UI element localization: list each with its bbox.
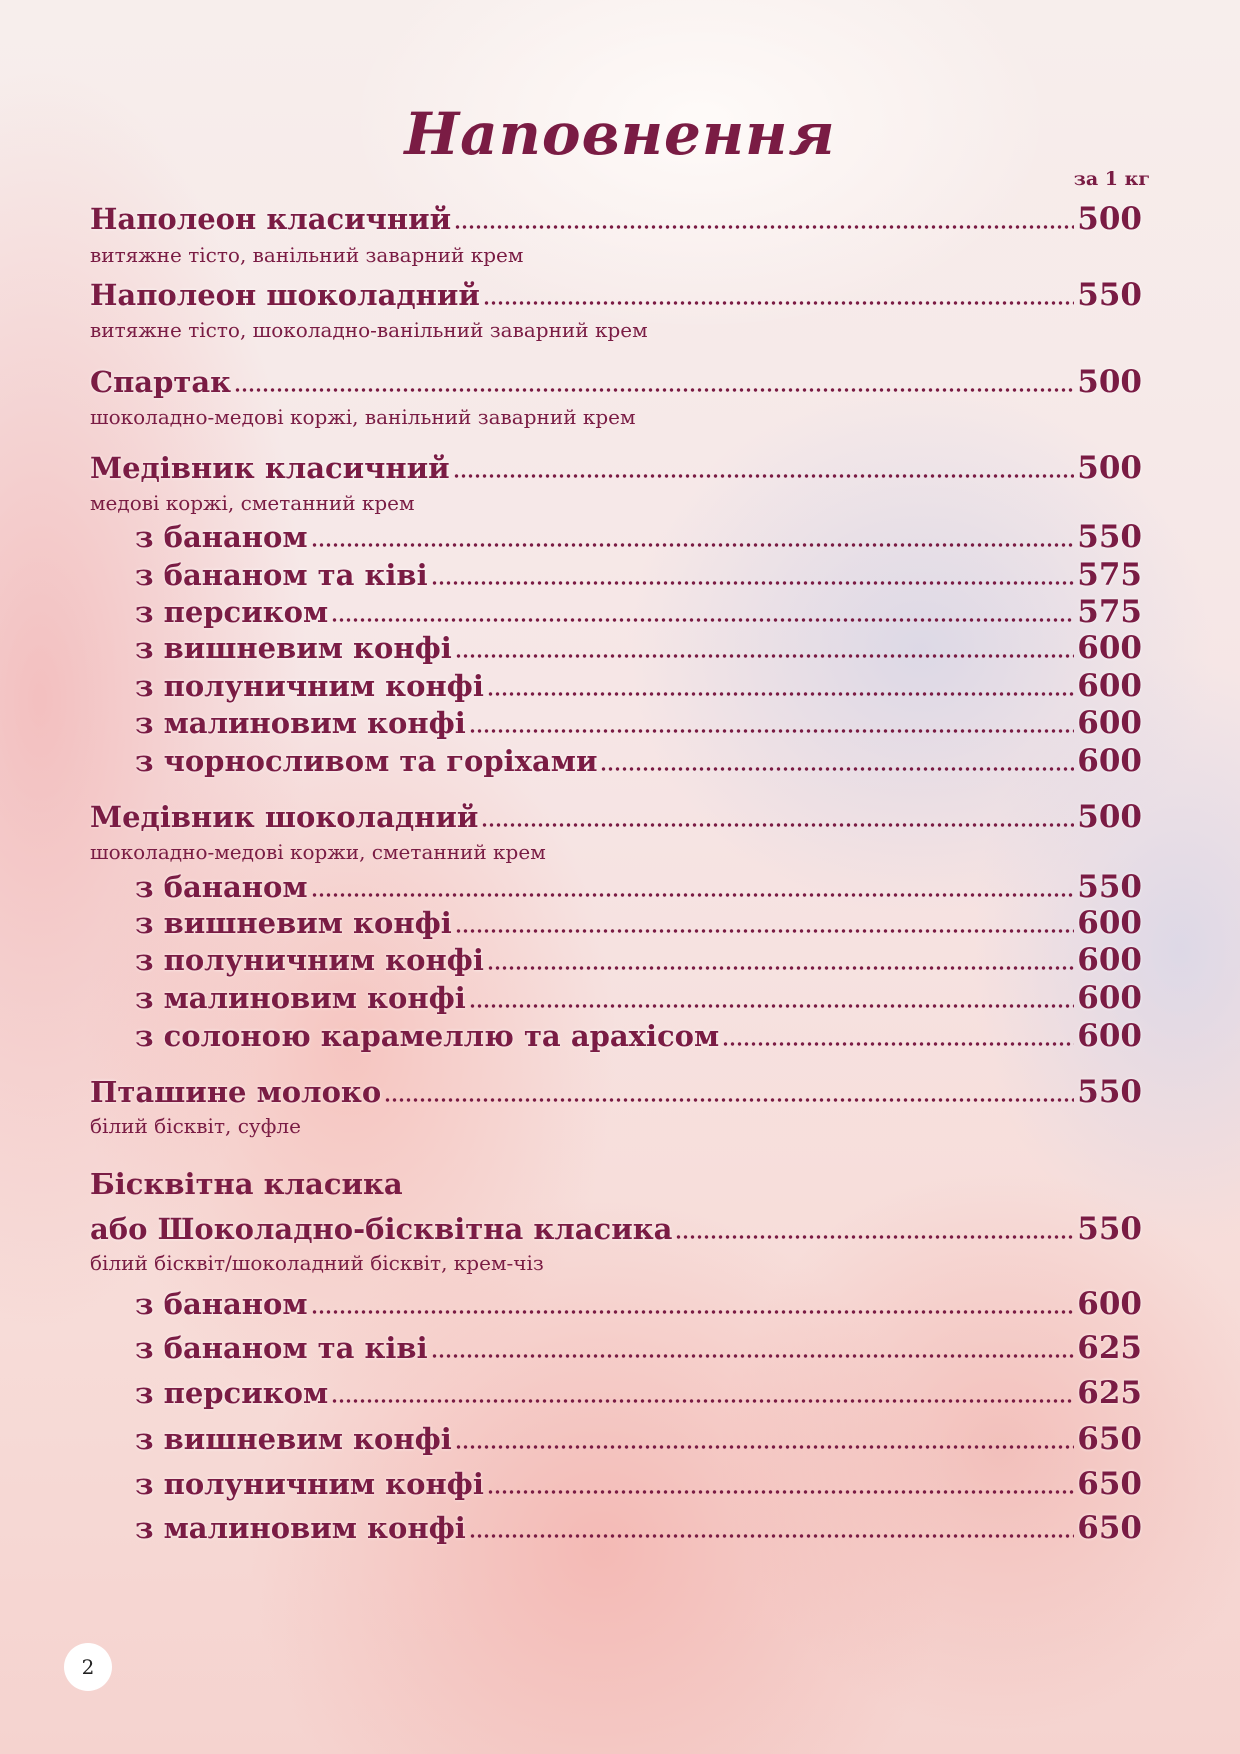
variant-name: з персиком xyxy=(135,595,329,629)
dot-leader xyxy=(487,691,1074,697)
item-price: 550 xyxy=(1077,277,1142,313)
variant-price: 575 xyxy=(1077,557,1142,593)
menu-variant xyxy=(135,517,1142,557)
variant-price: 600 xyxy=(1077,743,1142,779)
item-price: 550 xyxy=(1077,1074,1142,1110)
menu-variant xyxy=(135,703,1142,743)
menu-variant xyxy=(135,555,1142,595)
menu-item xyxy=(90,1209,1142,1249)
dot-leader xyxy=(455,928,1075,934)
dot-leader xyxy=(331,617,1074,623)
dot-leader xyxy=(487,1489,1074,1495)
menu-variant xyxy=(135,867,1142,907)
variant-name: з малиновим конфі xyxy=(135,706,466,740)
variant-name: з персиком xyxy=(135,1376,329,1410)
variant-name: з полуничним конфі xyxy=(135,943,484,977)
variant-price: 600 xyxy=(1077,630,1142,666)
menu-item xyxy=(90,1072,1142,1112)
item-price: 500 xyxy=(1077,799,1142,835)
dot-leader xyxy=(455,1444,1075,1450)
item-name: Медівник шоколадний xyxy=(90,800,479,834)
menu-item xyxy=(90,448,1142,488)
menu-variant xyxy=(135,1328,1142,1368)
item-price: 500 xyxy=(1077,364,1142,400)
menu-variant xyxy=(135,1284,1142,1324)
variant-price: 600 xyxy=(1077,1286,1142,1322)
menu-variant xyxy=(135,741,1142,781)
dot-leader xyxy=(469,1003,1075,1009)
menu-variant xyxy=(135,903,1142,943)
variant-name: з полуничним конфі xyxy=(135,1467,484,1501)
variant-price: 650 xyxy=(1077,1466,1142,1502)
variant-name: з вишневим конфі xyxy=(135,906,452,940)
item-description: білий бісквіт/шоколадний бісквіт, крем-чіз xyxy=(90,1251,544,1275)
dot-leader xyxy=(311,542,1075,548)
menu-item xyxy=(90,199,1142,239)
item-name-line1: Бісквітна класика xyxy=(90,1167,403,1201)
variant-price: 600 xyxy=(1077,668,1142,704)
dot-leader xyxy=(487,965,1074,971)
variant-price: 550 xyxy=(1077,869,1142,905)
variant-price: 650 xyxy=(1077,1510,1142,1546)
variant-name: з малиновим конфі xyxy=(135,1511,466,1545)
variant-name: з малиновим конфі xyxy=(135,981,466,1015)
menu-variant xyxy=(135,940,1142,980)
item-description: шоколадно-медові коржі, ванільний заварний крем xyxy=(90,405,636,429)
dot-leader xyxy=(600,766,1074,772)
variant-price: 575 xyxy=(1077,594,1142,630)
dot-leader xyxy=(311,1309,1075,1315)
item-name: Медівник класичний xyxy=(90,451,450,485)
menu-item xyxy=(90,275,1142,315)
variant-price: 600 xyxy=(1077,705,1142,741)
variant-name: з чорносливом та горіхами xyxy=(135,744,598,778)
dot-leader xyxy=(722,1041,1074,1047)
variant-price: 550 xyxy=(1077,519,1142,555)
variant-name: з бананом xyxy=(135,870,308,904)
dot-leader xyxy=(469,728,1075,734)
item-description: шоколадно-медові коржи, сметанний крем xyxy=(90,840,546,864)
dot-leader xyxy=(469,1533,1075,1539)
dot-leader xyxy=(431,1353,1075,1359)
variant-price: 650 xyxy=(1077,1421,1142,1457)
item-description: витяжне тісто, ванільний заварний крем xyxy=(90,243,524,267)
dot-leader xyxy=(455,653,1075,659)
dot-leader xyxy=(454,224,1074,230)
dot-leader xyxy=(675,1234,1074,1240)
menu-item xyxy=(90,797,1142,837)
dot-leader xyxy=(431,580,1075,586)
dot-leader xyxy=(384,1097,1074,1103)
variant-price: 600 xyxy=(1077,1018,1142,1054)
menu-variant xyxy=(135,666,1142,706)
menu-variant xyxy=(135,592,1142,632)
item-name: або Шоколадно-бісквітна класика xyxy=(90,1212,673,1246)
dot-leader xyxy=(311,892,1075,898)
page-number: 2 xyxy=(64,1643,112,1691)
page-title: Наповнення xyxy=(404,100,836,168)
dot-leader xyxy=(453,473,1075,479)
variant-name: з полуничним конфі xyxy=(135,669,484,703)
dot-leader xyxy=(481,822,1074,828)
variant-name: з бананом xyxy=(135,520,308,554)
variant-name: з вишневим конфі xyxy=(135,631,452,665)
item-description: білий бісквіт, суфле xyxy=(90,1114,301,1138)
unit-label: за 1 кг xyxy=(1073,168,1150,190)
item-name: Наполеон класичний xyxy=(90,202,452,236)
variant-price: 600 xyxy=(1077,905,1142,941)
menu-variant xyxy=(135,1464,1142,1504)
menu-variant xyxy=(135,1016,1142,1056)
variant-price: 625 xyxy=(1077,1375,1142,1411)
menu-variant xyxy=(135,1419,1142,1459)
item-name: Пташине молоко xyxy=(90,1075,382,1109)
item-name: Спартак xyxy=(90,365,232,399)
variant-price: 600 xyxy=(1077,942,1142,978)
dot-leader xyxy=(483,300,1074,306)
variant-name: з бананом та ківі xyxy=(135,558,428,592)
variant-name: з солоною карамеллю та арахісом xyxy=(135,1019,720,1053)
menu-item xyxy=(90,362,1142,402)
variant-price: 600 xyxy=(1077,980,1142,1016)
menu-variant xyxy=(135,1508,1142,1548)
item-price: 550 xyxy=(1077,1211,1142,1247)
menu-variant xyxy=(135,1373,1142,1413)
variant-name: з бананом та ківі xyxy=(135,1331,428,1365)
item-price: 500 xyxy=(1077,450,1142,486)
item-description: медові коржі, сметанний крем xyxy=(90,491,415,515)
variant-name: з вишневим конфі xyxy=(135,1422,452,1456)
dot-leader xyxy=(331,1398,1074,1404)
menu-variant xyxy=(135,978,1142,1018)
item-name: Наполеон шоколадний xyxy=(90,278,480,312)
menu-variant xyxy=(135,628,1142,668)
dot-leader xyxy=(234,387,1074,393)
item-description: витяжне тісто, шоколадно-ванільний заварний крем xyxy=(90,318,648,342)
variant-price: 625 xyxy=(1077,1330,1142,1366)
variant-name: з бананом xyxy=(135,1287,308,1321)
item-price: 500 xyxy=(1077,201,1142,237)
